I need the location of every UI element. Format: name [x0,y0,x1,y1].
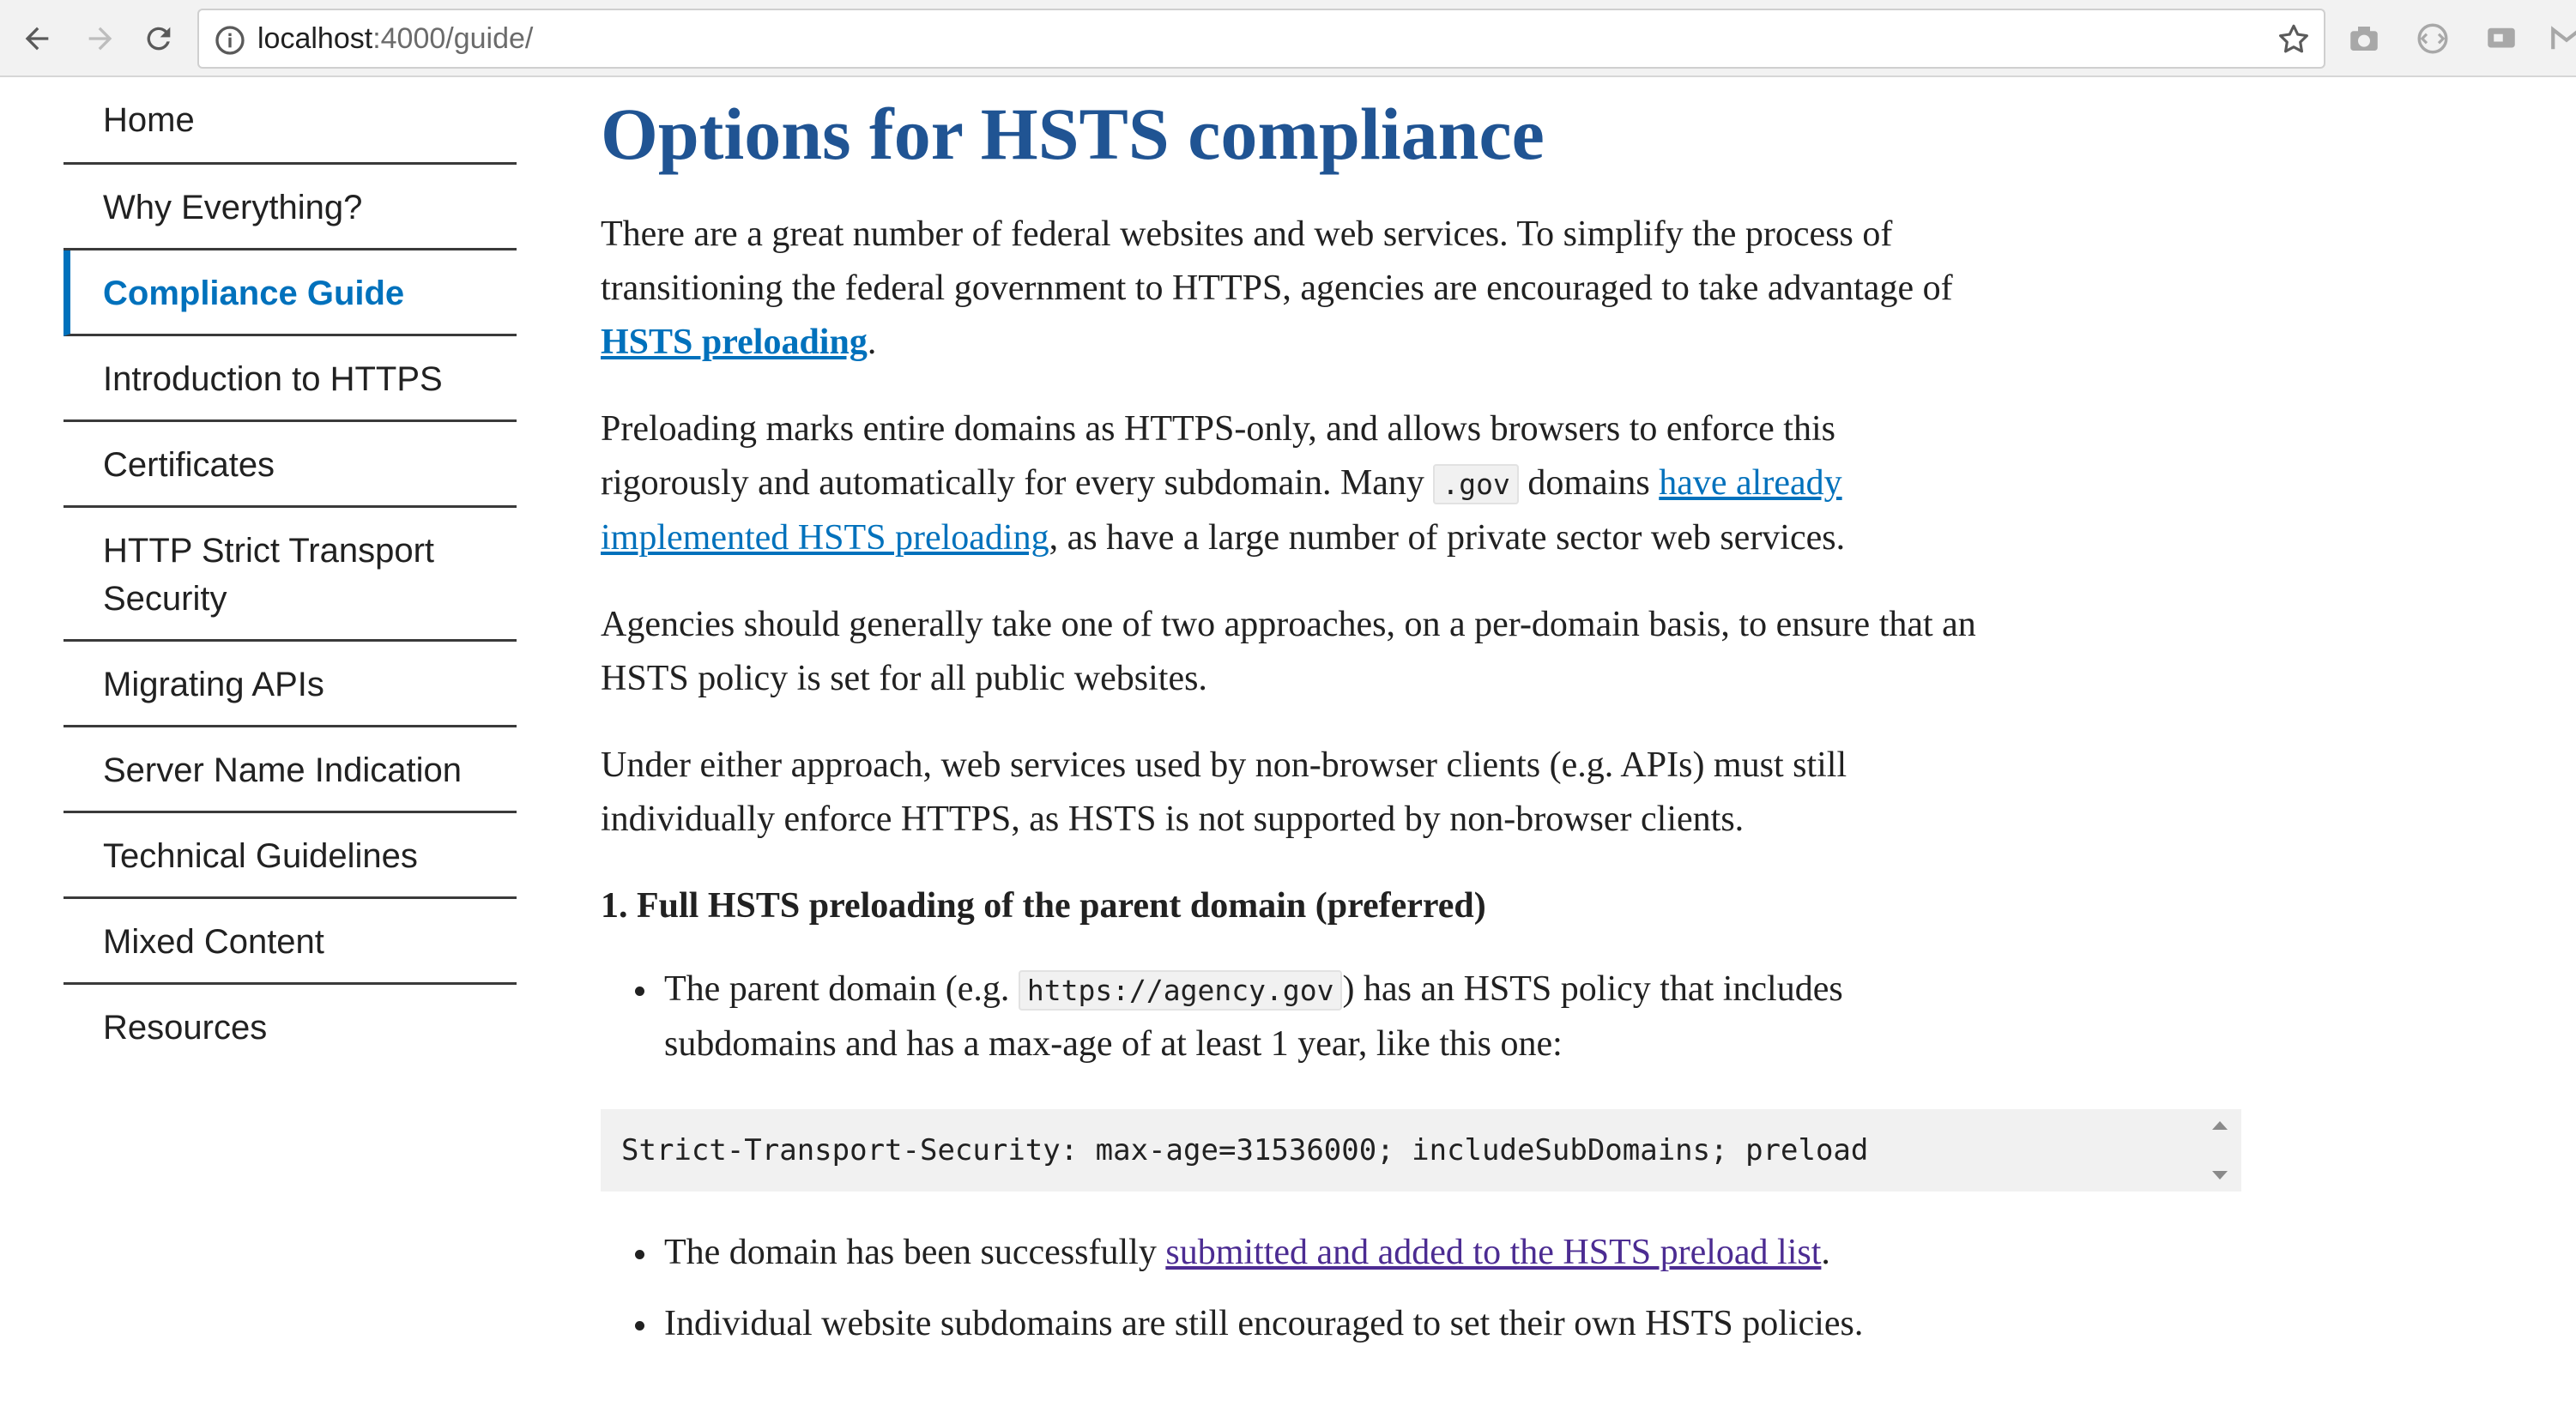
bookmark-star-icon[interactable] [2276,21,2312,57]
scroll-up-arrow-icon[interactable] [2212,1121,2228,1130]
gmail-icon[interactable] [2549,21,2576,57]
preloading-paragraph [601,402,1991,565]
code-block-text: Strict-Transport-Security: max-age=31536000; includeSubDomains; preload [621,1133,1869,1168]
sidebar-item-technical-guidelines[interactable]: Technical Guidelines [63,813,517,899]
forward-button[interactable] [79,17,122,60]
forward-arrow-icon [83,21,118,56]
list-item [601,962,1991,1071]
non-browser-paragraph: Under either approach, web services used by non-browser clients (e.g. APIs) must still individually enforce HTTPS, as HSTS is not supported by non-browser clients. [601,745,1847,839]
cast-icon[interactable] [2483,21,2519,57]
sidebar-nav [63,77,517,1071]
list-item-text: The domain has been successfully [664,1233,1166,1272]
list-item-text: The parent domain (e.g. [664,969,1019,1009]
section-heading: 1. Full HSTS preloading of the parent domain (preferred) [601,886,1486,926]
requirements-list-continued [601,1226,2008,1351]
url-host: localhost [257,22,373,55]
inline-code-agency-url: https://agency.gov [1019,970,1343,1011]
page-title: Options for HSTS compliance [601,93,1545,175]
list-item: Individual website subdomains are still encouraged to set their own HSTS policies. [601,1297,1991,1351]
preload-list-link[interactable]: submitted and added to the HSTS preload list [1165,1233,1822,1272]
extension-icon[interactable] [2415,21,2451,57]
sidebar-item-server-name-indication[interactable]: Server Name Indication [63,727,517,813]
camera-icon[interactable] [2346,21,2382,57]
scroll-down-arrow-icon[interactable] [2212,1171,2228,1180]
approaches-paragraph: Agencies should generally take one of two approaches, on a per-domain basis, to ensure that an HSTS policy is set for all public websites. [601,605,1976,698]
reload-icon [142,21,176,56]
sidebar-item-migrating-apis[interactable]: Migrating APIs [63,642,517,727]
url-text[interactable] [257,10,533,67]
sidebar-item-why-everything[interactable]: Why Everything? [63,165,517,250]
url-path: :4000/guide/ [372,22,534,55]
paragraph-text: , as have a large number of private sector web services. [1049,518,1846,558]
sidebar-item-compliance-guide[interactable]: Compliance Guide [63,250,517,336]
paragraph-text: . [867,323,877,362]
list-item-text: ) has an HSTS policy that includes subdomains and has a max-age of at least 1 year, like this one: [664,969,1843,1064]
code-block[interactable] [601,1109,2241,1192]
back-arrow-icon [20,21,54,56]
browser-toolbar [0,0,2576,77]
info-icon[interactable] [213,23,247,57]
address-bar[interactable] [197,9,2325,69]
reload-button[interactable] [137,17,180,60]
paragraph-text: domains [1518,463,1660,503]
already-implemented-link[interactable]: have already implemented HSTS preloading [601,463,1842,558]
sidebar-item-hsts[interactable]: HTTP Strict Transport Security [63,508,517,642]
sidebar-item-introduction-to-https[interactable]: Introduction to HTTPS [63,336,517,422]
hsts-preloading-link[interactable]: HSTS preloading [601,323,868,362]
back-button[interactable] [15,17,58,60]
sidebar-item-resources[interactable]: Resources [103,1009,268,1047]
list-item [601,1226,1991,1280]
paragraph-text: Preloading marks entire domains as HTTPS-only, and allows browsers to enforce this rigorously and automatically for every subdomain. Many [601,409,1835,503]
paragraph-text: There are a great number of federal websites and web services. To simplify the process of transitioning the federal government to HTTPS, agencies are encouraged to take advantage of [601,214,1953,308]
requirements-list [601,962,2008,1071]
sidebar-item-home[interactable]: Home [63,77,517,165]
sidebar-item-mixed-content[interactable]: Mixed Content [63,899,517,985]
sidebar-item-certificates[interactable]: Certificates [63,422,517,508]
intro-paragraph [601,208,1991,370]
main-content [601,77,2008,1368]
list-item-text: . [1821,1233,1830,1272]
inline-code-gov: .gov [1433,464,1518,504]
